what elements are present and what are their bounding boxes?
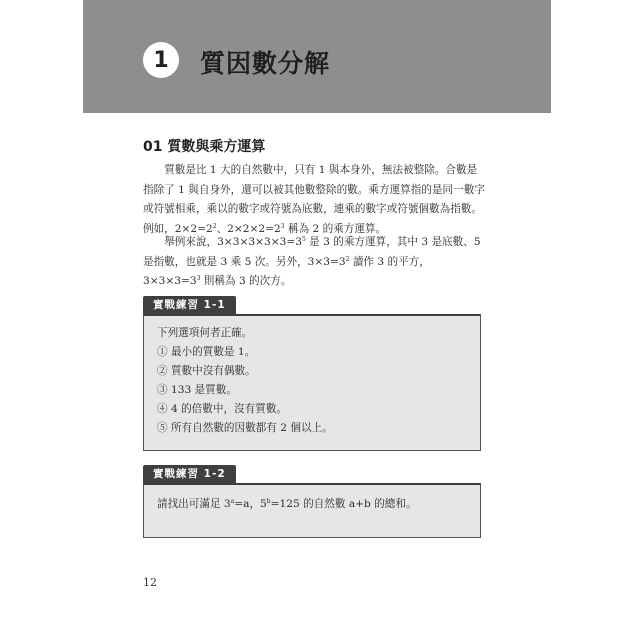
exercise-2-text-c: =125 的自然數 a+b 的總和。 <box>270 498 417 510</box>
exercise-2-box <box>143 483 481 538</box>
exercise-1-label: 實戰練習 1-1 <box>143 296 236 314</box>
para1-text-b: 、2×2×2=2 <box>216 223 281 236</box>
body-paragraph-2 <box>143 233 485 292</box>
chapter-number-badge: 1 <box>143 42 179 78</box>
para2-text-c: 讀作 3 的平方，3×3×3=3 <box>143 255 430 288</box>
exercise-1-question: 下列選項何者正確。 <box>157 327 253 339</box>
para1-text-c: 稱為 2 的乘方運算。 <box>284 223 387 236</box>
para1-text-a: 質數是比 1 大的自然數中，只有 1 與本身外，無法被整除。合數是指除了 1 與自身外，還可以被其他數整除的數。乘方運算指的是同一數字或符號相乘，乘以的數字或符號為底數，連乘的數字或符號個數為指數。例如，2×2=2 <box>143 164 485 236</box>
chapter-title: 質因數分解 <box>200 49 331 78</box>
page-number: 12 <box>143 576 157 589</box>
exercise-2-label: 實戰練習 1-2 <box>143 465 236 483</box>
exercise-2-text-a: 請找出可滿足 3 <box>157 498 231 510</box>
exercise-1-option: ② 質數中沒有偶數。 <box>157 365 256 377</box>
exercise-2-exponent-a: a <box>230 498 235 505</box>
para2-text-a: 舉例來說，3×3×3×3×3=3 <box>164 236 302 248</box>
para2-exponent-1: 5 <box>301 236 306 243</box>
para1-exponent-2: 3 <box>280 223 285 231</box>
chapter-header-banner <box>83 0 551 113</box>
exercise-1-option: ① 最小的質數是 1。 <box>157 346 256 358</box>
book-page <box>83 0 551 640</box>
para2-text-b: 是 3 的乘方運算，其中 3 是底數、5 是指數，也就是 3 乘 5 次。另外，3×3=3 <box>143 236 481 268</box>
exercise-1-option: ③ 133 是質數。 <box>157 384 237 396</box>
exercise-1-option: ④ 4 的倍數中，沒有質數。 <box>157 403 288 415</box>
para2-text-d: 則稱為 3 的次方。 <box>200 275 292 288</box>
para2-exponent-2: 2 <box>345 255 350 263</box>
section-title: 01 質數與乘方運算 <box>143 139 266 155</box>
body-paragraph-1 <box>143 161 485 240</box>
exercise-2-text-b: =a，5 <box>234 498 267 510</box>
para2-exponent-3: 3 <box>196 275 201 283</box>
para1-exponent-1: 2 <box>212 223 217 231</box>
exercise-1-box <box>143 314 481 451</box>
exercise-2-question <box>157 496 417 511</box>
exercise-2-exponent-b: b <box>266 498 271 505</box>
exercise-1-option: ⑤ 所有自然數的因數都有 2 個以上。 <box>157 422 333 434</box>
